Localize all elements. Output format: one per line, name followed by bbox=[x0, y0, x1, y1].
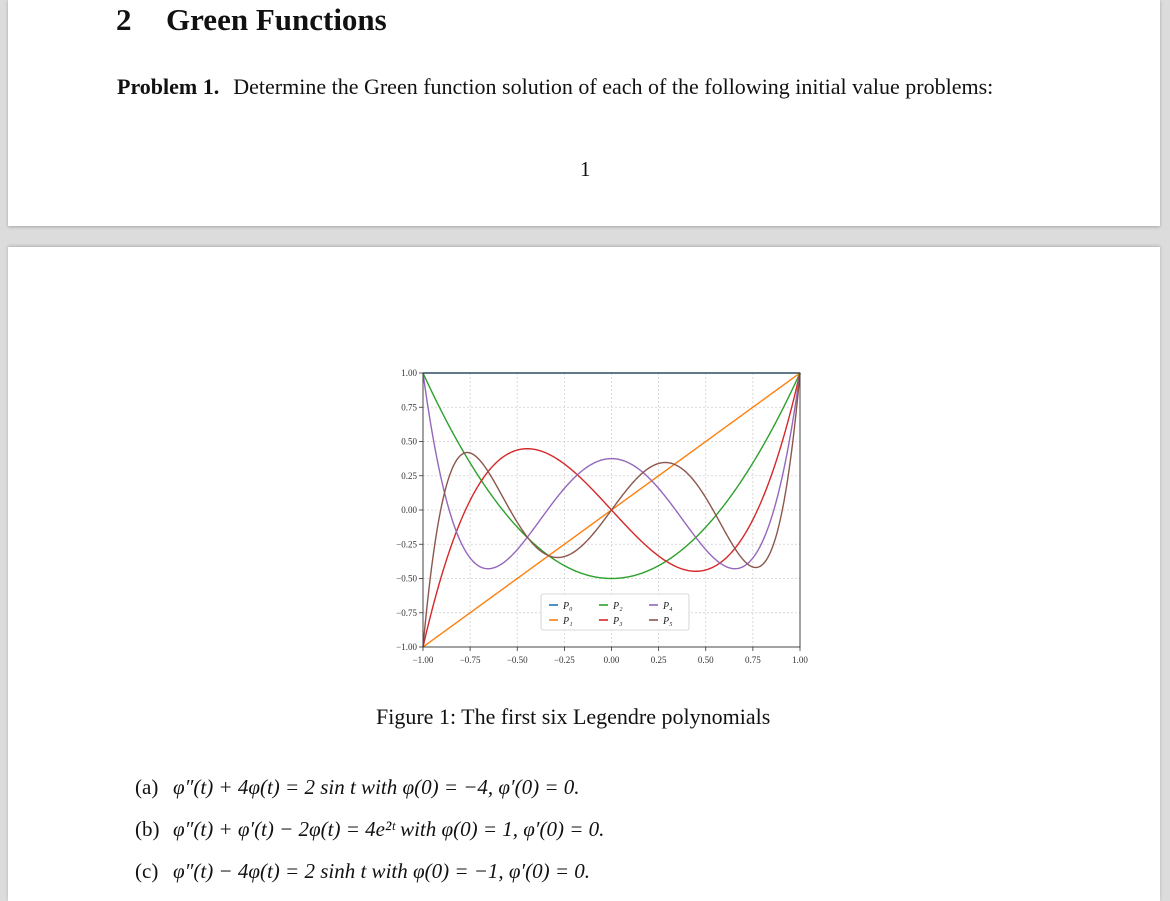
item-equation: φ″(t) − 4φ(t) = 2 sinh t with φ(0) = −1, φ′(0) = 0. bbox=[173, 859, 591, 883]
legend-label-p5: P₅ bbox=[663, 616, 673, 627]
problem-label: Problem 1. bbox=[117, 74, 220, 99]
item-equation: φ″(t) + 4φ(t) = 2 sin t with φ(0) = −4, φ′(0) = 0. bbox=[173, 775, 580, 799]
section-heading bbox=[116, 2, 387, 38]
page-number: 1 bbox=[580, 157, 591, 181]
x-tick-label: 0.00 bbox=[603, 655, 620, 665]
x-tick-label: 0.50 bbox=[697, 655, 714, 665]
y-tick-label: −0.25 bbox=[396, 539, 417, 550]
x-tick-label: 0.25 bbox=[650, 655, 667, 665]
problem-item-a bbox=[135, 775, 580, 800]
y-tick-label: −1.00 bbox=[396, 642, 417, 652]
page-1 bbox=[8, 0, 1160, 226]
legend-label-p4: P₄ bbox=[663, 601, 673, 612]
y-tick-label: 0.25 bbox=[401, 470, 417, 481]
problem-item-c bbox=[135, 859, 590, 884]
section-title: Green Functions bbox=[166, 2, 387, 37]
item-tag: (c) bbox=[135, 859, 159, 883]
x-tick-label: −0.75 bbox=[459, 655, 481, 665]
x-tick-label: −0.50 bbox=[506, 655, 528, 665]
item-tag: (a) bbox=[135, 775, 159, 799]
y-tick-label: −0.75 bbox=[396, 607, 417, 618]
y-tick-label: 0.00 bbox=[401, 505, 417, 515]
y-tick-label: 1.00 bbox=[401, 368, 417, 378]
legend-label-p2: P₂ bbox=[613, 601, 623, 612]
y-tick-label: 0.75 bbox=[401, 402, 417, 413]
y-tick-label: −0.50 bbox=[396, 573, 417, 584]
legend-label-p3: P₃ bbox=[613, 616, 623, 627]
figure-caption: Figure 1: The first six Legendre polynomials bbox=[376, 704, 771, 729]
item-tag: (b) bbox=[135, 817, 160, 841]
legend-label-p0: P₀ bbox=[563, 601, 573, 612]
page-2 bbox=[8, 247, 1160, 901]
legendre-chart bbox=[373, 362, 808, 677]
item-equation: φ″(t) + φ′(t) − 2φ(t) = 4e²ᵗ with φ(0) = 1, φ′(0) = 0. bbox=[173, 817, 605, 841]
x-tick-label: −1.00 bbox=[412, 655, 434, 665]
section-number: 2 bbox=[116, 2, 132, 37]
legend-label-p1: P₁ bbox=[563, 616, 573, 627]
y-tick-label: 0.50 bbox=[401, 436, 417, 447]
problem-statement bbox=[117, 74, 993, 100]
x-tick-label: 0.75 bbox=[745, 655, 761, 665]
problem-item-b bbox=[135, 817, 604, 842]
problem-text: Determine the Green function solution of each of the following initial value problems: bbox=[233, 74, 994, 99]
x-tick-label: −0.25 bbox=[553, 655, 575, 665]
x-tick-label: 1.00 bbox=[792, 655, 808, 665]
